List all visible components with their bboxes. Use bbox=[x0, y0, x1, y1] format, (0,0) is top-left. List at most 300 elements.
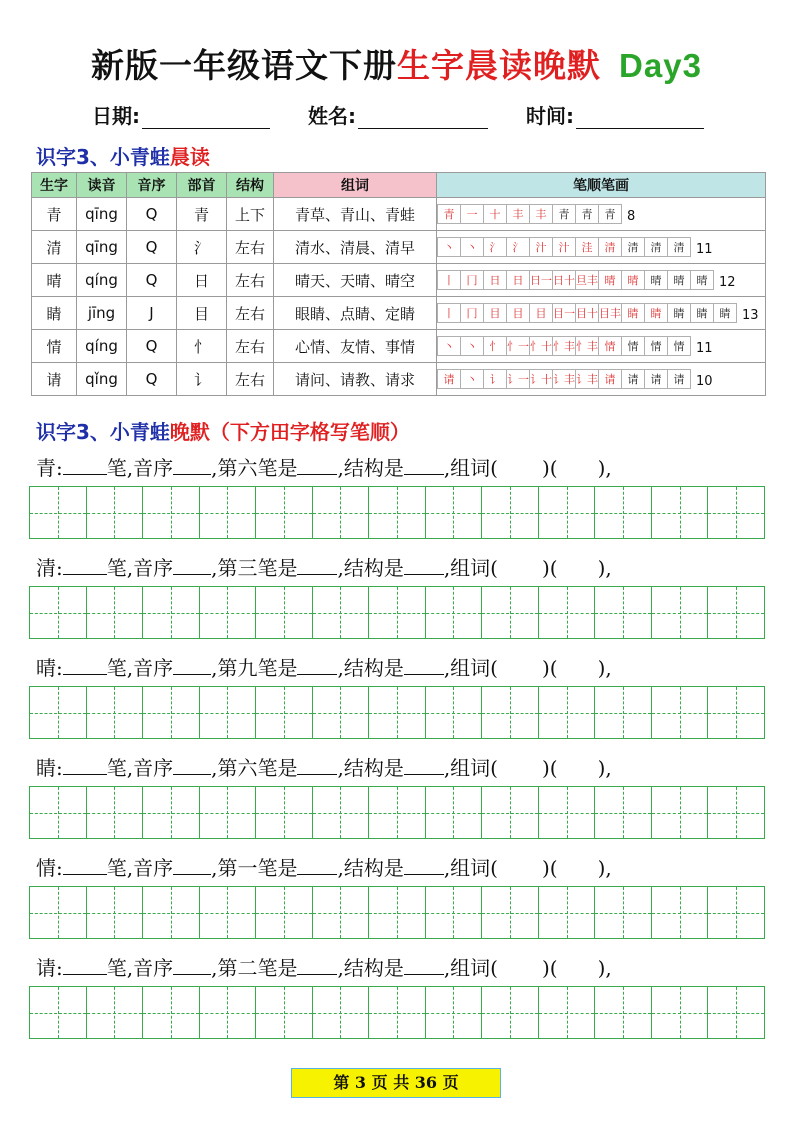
question-line bbox=[36, 552, 612, 581]
stroke-step: 讠 bbox=[483, 369, 507, 389]
stroke-step: 汁 bbox=[552, 237, 576, 257]
question-words-end: ), bbox=[597, 956, 612, 980]
stroke-step: 讠丰 bbox=[575, 369, 599, 389]
time-field bbox=[526, 100, 704, 129]
tianzige-cell[interactable] bbox=[200, 587, 257, 638]
date-blank[interactable] bbox=[142, 106, 270, 129]
tianzige-row bbox=[29, 486, 765, 539]
morning-section-title bbox=[36, 141, 210, 170]
tianzige-cell[interactable] bbox=[482, 687, 539, 738]
tianzige-cell[interactable] bbox=[30, 487, 87, 538]
answer-blank[interactable] bbox=[173, 454, 211, 475]
tianzige-cell[interactable] bbox=[143, 587, 200, 638]
tianzige-cell[interactable] bbox=[200, 687, 257, 738]
stroke-step: 忄丰 bbox=[552, 336, 576, 356]
cell-words: 清水、清晨、清早 bbox=[274, 231, 437, 264]
tianzige-cell[interactable] bbox=[369, 487, 426, 538]
stroke-step: 青 bbox=[598, 204, 622, 224]
question-colon: : bbox=[56, 956, 63, 980]
question-colon: : bbox=[56, 556, 63, 580]
answer-blank[interactable] bbox=[173, 554, 211, 575]
tianzige-cell[interactable] bbox=[30, 587, 87, 638]
stroke-count: 8 bbox=[627, 209, 636, 224]
tianzige-cell[interactable] bbox=[313, 687, 370, 738]
answer-blank[interactable] bbox=[173, 754, 211, 775]
stroke-step: 讠一 bbox=[506, 369, 530, 389]
tianzige-cell[interactable] bbox=[87, 987, 144, 1038]
tianzige-cell[interactable] bbox=[87, 787, 144, 838]
tianzige-cell[interactable] bbox=[708, 587, 764, 638]
tianzige-cell[interactable] bbox=[595, 587, 652, 638]
tianzige-cell[interactable] bbox=[426, 987, 483, 1038]
answer-blank[interactable] bbox=[297, 754, 337, 775]
cell-pinyin: qīng bbox=[77, 198, 127, 231]
stroke-step: 情 bbox=[667, 336, 691, 356]
answer-blank[interactable] bbox=[63, 954, 107, 975]
stroke-count: 11 bbox=[696, 242, 713, 257]
cell-pinyin: jīng bbox=[77, 297, 127, 330]
question-colon: : bbox=[56, 456, 63, 480]
stroke-step: 青 bbox=[552, 204, 576, 224]
punctuation: , bbox=[211, 656, 218, 680]
stroke-step: 一 bbox=[460, 204, 484, 224]
question-line bbox=[36, 452, 612, 481]
tianzige-cell[interactable] bbox=[426, 487, 483, 538]
cell-words: 心情、友情、事情 bbox=[274, 330, 437, 363]
tianzige-cell[interactable] bbox=[652, 687, 709, 738]
question-structure-label: ,结构是 bbox=[337, 856, 404, 880]
question-strokes-label: 笔,音序 bbox=[106, 856, 174, 880]
table-row bbox=[32, 363, 766, 396]
stroke-step: 丶 bbox=[460, 237, 484, 257]
question-structure-label: ,结构是 bbox=[337, 656, 404, 680]
cell-radical: 忄 bbox=[177, 330, 227, 363]
cell-stroke-order bbox=[437, 330, 766, 363]
tianzige-cell[interactable] bbox=[652, 487, 709, 538]
question-words-mid: )( bbox=[542, 956, 558, 980]
stroke-step: 请 bbox=[667, 369, 691, 389]
stroke-step: 情 bbox=[621, 336, 645, 356]
tianzige-cell[interactable] bbox=[87, 487, 144, 538]
tianzige-cell[interactable] bbox=[143, 987, 200, 1038]
stroke-step: 目 bbox=[483, 303, 507, 323]
cell-pinyin: qíng bbox=[77, 264, 127, 297]
stroke-step: 忄一 bbox=[506, 336, 530, 356]
evening-title-mode: 晚默（下方田字格写笔顺） bbox=[169, 420, 410, 444]
stroke-step: 氵 bbox=[506, 237, 530, 257]
tianzige-cell[interactable] bbox=[708, 487, 764, 538]
cell-structure: 上下 bbox=[227, 198, 274, 231]
stroke-step: 丰 bbox=[529, 204, 553, 224]
table-row bbox=[32, 330, 766, 363]
stroke-step: 日 bbox=[506, 270, 530, 290]
question-nth-label: 第一笔是 bbox=[217, 856, 298, 880]
cell-stroke-order bbox=[437, 231, 766, 264]
name-field bbox=[308, 100, 488, 129]
stroke-step: 丨 bbox=[437, 270, 461, 290]
page-title bbox=[0, 40, 793, 87]
punctuation: , bbox=[211, 956, 218, 980]
stroke-step: 汁 bbox=[529, 237, 553, 257]
answer-blank[interactable] bbox=[173, 954, 211, 975]
tianzige-cell[interactable] bbox=[539, 787, 596, 838]
stroke-step: 日 bbox=[483, 270, 507, 290]
tianzige-cell[interactable] bbox=[256, 587, 313, 638]
tianzige-cell[interactable] bbox=[708, 787, 764, 838]
stroke-step: 青 bbox=[575, 204, 599, 224]
stroke-step: 晴 bbox=[690, 270, 714, 290]
question-words-mid: )( bbox=[542, 456, 558, 480]
answer-blank[interactable] bbox=[297, 554, 337, 575]
cell-pinyin: qǐng bbox=[77, 363, 127, 396]
question-strokes-label: 笔,音序 bbox=[106, 656, 174, 680]
tianzige-cell[interactable] bbox=[369, 787, 426, 838]
tianzige-cell[interactable] bbox=[539, 487, 596, 538]
stroke-step: 旦丰 bbox=[575, 270, 599, 290]
answer-blank[interactable] bbox=[173, 654, 211, 675]
cell-radical: 氵 bbox=[177, 231, 227, 264]
cell-radical: 青 bbox=[177, 198, 227, 231]
cell-structure: 左右 bbox=[227, 231, 274, 264]
tianzige-cell[interactable] bbox=[482, 587, 539, 638]
tianzige-cell[interactable] bbox=[595, 687, 652, 738]
name-blank[interactable] bbox=[358, 106, 488, 129]
tianzige-cell[interactable] bbox=[256, 987, 313, 1038]
answer-blank[interactable] bbox=[404, 454, 444, 475]
tianzige-cell[interactable] bbox=[482, 887, 539, 938]
tianzige-row bbox=[29, 886, 765, 939]
question-structure-label: ,结构是 bbox=[337, 756, 404, 780]
question-nth-label: 第三笔是 bbox=[217, 556, 298, 580]
question-nth-label: 第二笔是 bbox=[217, 956, 298, 980]
tianzige-cell[interactable] bbox=[313, 587, 370, 638]
stroke-step: 清 bbox=[644, 237, 668, 257]
question-strokes-label: 笔,音序 bbox=[106, 956, 174, 980]
morning-title-mode: 晨读 bbox=[169, 145, 210, 169]
punctuation: , bbox=[211, 756, 218, 780]
question-words-label: ,组词( bbox=[443, 856, 498, 880]
question-strokes-label: 笔,音序 bbox=[106, 456, 174, 480]
tianzige-cell[interactable] bbox=[426, 887, 483, 938]
tianzige-cell[interactable] bbox=[369, 987, 426, 1038]
question-words-mid: )( bbox=[542, 856, 558, 880]
question-line bbox=[36, 952, 612, 981]
question-words-mid: )( bbox=[542, 756, 558, 780]
question-words-end: ), bbox=[597, 456, 612, 480]
tianzige-cell[interactable] bbox=[143, 887, 200, 938]
stroke-step: 请 bbox=[621, 369, 645, 389]
question-colon: : bbox=[56, 856, 63, 880]
morning-title-lesson: 识字3、小青蛙 bbox=[36, 145, 170, 169]
cell-radical: 目 bbox=[177, 297, 227, 330]
answer-blank[interactable] bbox=[63, 654, 107, 675]
cell-stroke-order bbox=[437, 198, 766, 231]
question-char: 晴 bbox=[36, 656, 56, 680]
answer-blank[interactable] bbox=[297, 854, 337, 875]
answer-blank[interactable] bbox=[63, 754, 107, 775]
answer-blank[interactable] bbox=[404, 554, 444, 575]
tianzige-cell[interactable] bbox=[539, 887, 596, 938]
stroke-step: 洼 bbox=[575, 237, 599, 257]
tianzige-cell[interactable] bbox=[595, 487, 652, 538]
character-table bbox=[31, 172, 766, 396]
stroke-step: 丶 bbox=[460, 369, 484, 389]
tianzige-cell[interactable] bbox=[708, 687, 764, 738]
tianzige-cell[interactable] bbox=[539, 587, 596, 638]
stroke-step: 情 bbox=[598, 336, 622, 356]
answer-blank[interactable] bbox=[404, 954, 444, 975]
cell-stroke-order bbox=[437, 363, 766, 396]
cell-char: 晴 bbox=[32, 264, 77, 297]
answer-blank[interactable] bbox=[63, 454, 107, 475]
tianzige-row bbox=[29, 686, 765, 739]
time-label: 时间: bbox=[526, 104, 574, 128]
question-char: 睛 bbox=[36, 756, 56, 780]
table-row bbox=[32, 264, 766, 297]
tianzige-cell[interactable] bbox=[87, 587, 144, 638]
tianzige-cell[interactable] bbox=[426, 587, 483, 638]
cell-char: 请 bbox=[32, 363, 77, 396]
stroke-step: 日一 bbox=[529, 270, 553, 290]
stroke-step: 讠丰 bbox=[552, 369, 576, 389]
stroke-step: 丶 bbox=[460, 336, 484, 356]
cell-words: 请问、请教、请求 bbox=[274, 363, 437, 396]
question-colon: : bbox=[56, 756, 63, 780]
stroke-step: 请 bbox=[644, 369, 668, 389]
question-words-label: ,组词( bbox=[443, 956, 498, 980]
title-main: 新版一年级语文下册 bbox=[91, 46, 398, 85]
answer-blank[interactable] bbox=[297, 454, 337, 475]
cell-char: 情 bbox=[32, 330, 77, 363]
stroke-step: 丶 bbox=[437, 237, 461, 257]
question-char: 青 bbox=[36, 456, 56, 480]
tianzige-cell[interactable] bbox=[652, 587, 709, 638]
answer-blank[interactable] bbox=[297, 654, 337, 675]
question-char: 清 bbox=[36, 556, 56, 580]
tianzige-cell[interactable] bbox=[369, 687, 426, 738]
name-label: 姓名: bbox=[308, 104, 356, 128]
question-nth-label: 第六笔是 bbox=[217, 756, 298, 780]
answer-blank[interactable] bbox=[404, 854, 444, 875]
tianzige-cell[interactable] bbox=[482, 787, 539, 838]
tianzige-cell[interactable] bbox=[87, 887, 144, 938]
evening-section-title bbox=[36, 416, 410, 445]
stroke-step: 晴 bbox=[644, 270, 668, 290]
cell-stroke-order bbox=[437, 264, 766, 297]
tianzige-cell[interactable] bbox=[30, 887, 87, 938]
tianzige-row bbox=[29, 786, 765, 839]
question-strokes-label: 笔,音序 bbox=[106, 756, 174, 780]
punctuation: , bbox=[211, 556, 218, 580]
stroke-step: 目十 bbox=[575, 303, 599, 323]
stroke-step: 睛 bbox=[713, 303, 737, 323]
stroke-step: 清 bbox=[598, 237, 622, 257]
header-structure: 结构 bbox=[227, 173, 274, 198]
stroke-step: 睛 bbox=[690, 303, 714, 323]
tianzige-cell[interactable] bbox=[30, 987, 87, 1038]
tianzige-cell[interactable] bbox=[256, 687, 313, 738]
cell-order: J bbox=[127, 297, 177, 330]
tianzige-cell[interactable] bbox=[426, 787, 483, 838]
tianzige-cell[interactable] bbox=[652, 787, 709, 838]
answer-blank[interactable] bbox=[63, 854, 107, 875]
stroke-step: 日十 bbox=[552, 270, 576, 290]
stroke-step: 讠十 bbox=[529, 369, 553, 389]
stroke-step: 目一 bbox=[552, 303, 576, 323]
stroke-count: 10 bbox=[696, 374, 713, 389]
stroke-step: 睛 bbox=[621, 303, 645, 323]
stroke-step: 清 bbox=[667, 237, 691, 257]
cell-char: 睛 bbox=[32, 297, 77, 330]
cell-radical: 日 bbox=[177, 264, 227, 297]
tianzige-cell[interactable] bbox=[708, 987, 764, 1038]
tianzige-cell[interactable] bbox=[30, 687, 87, 738]
answer-blank[interactable] bbox=[404, 654, 444, 675]
tianzige-cell[interactable] bbox=[313, 787, 370, 838]
cell-words: 青草、青山、青蛙 bbox=[274, 198, 437, 231]
tianzige-cell[interactable] bbox=[256, 487, 313, 538]
answer-blank[interactable] bbox=[63, 554, 107, 575]
tianzige-cell[interactable] bbox=[652, 887, 709, 938]
tianzige-cell[interactable] bbox=[200, 787, 257, 838]
tianzige-cell[interactable] bbox=[595, 887, 652, 938]
cell-order: Q bbox=[127, 363, 177, 396]
tianzige-cell[interactable] bbox=[200, 887, 257, 938]
tianzige-cell[interactable] bbox=[595, 787, 652, 838]
cell-radical: 讠 bbox=[177, 363, 227, 396]
stroke-step: 冂 bbox=[460, 270, 484, 290]
tianzige-cell[interactable] bbox=[708, 887, 764, 938]
tianzige-cell[interactable] bbox=[313, 987, 370, 1038]
cell-order: Q bbox=[127, 330, 177, 363]
stroke-step: 请 bbox=[437, 369, 461, 389]
question-line bbox=[36, 852, 612, 881]
cell-structure: 左右 bbox=[227, 297, 274, 330]
tianzige-cell[interactable] bbox=[30, 787, 87, 838]
tianzige-cell[interactable] bbox=[482, 987, 539, 1038]
cell-words: 眼睛、点睛、定睛 bbox=[274, 297, 437, 330]
stroke-count: 13 bbox=[742, 308, 759, 323]
header-strokes: 笔顺笔画 bbox=[437, 173, 766, 198]
table-row bbox=[32, 198, 766, 231]
stroke-step: 丨 bbox=[437, 303, 461, 323]
question-words-end: ), bbox=[597, 556, 612, 580]
cell-char: 青 bbox=[32, 198, 77, 231]
stroke-step: 睛 bbox=[667, 303, 691, 323]
header-pinyin: 读音 bbox=[77, 173, 127, 198]
question-colon: : bbox=[56, 656, 63, 680]
stroke-step: 目 bbox=[529, 303, 553, 323]
cell-pinyin: qīng bbox=[77, 231, 127, 264]
tianzige-cell[interactable] bbox=[482, 487, 539, 538]
stroke-step: 青 bbox=[437, 204, 461, 224]
tianzige-cell[interactable] bbox=[87, 687, 144, 738]
tianzige-cell[interactable] bbox=[313, 487, 370, 538]
punctuation: , bbox=[211, 456, 218, 480]
cell-structure: 左右 bbox=[227, 264, 274, 297]
tianzige-cell[interactable] bbox=[539, 687, 596, 738]
cell-words: 晴天、天晴、晴空 bbox=[274, 264, 437, 297]
question-nth-label: 第九笔是 bbox=[217, 656, 298, 680]
cell-order: Q bbox=[127, 198, 177, 231]
cell-order: Q bbox=[127, 231, 177, 264]
question-strokes-label: 笔,音序 bbox=[106, 556, 174, 580]
stroke-step: 十 bbox=[483, 204, 507, 224]
cell-pinyin: qíng bbox=[77, 330, 127, 363]
time-blank[interactable] bbox=[576, 106, 704, 129]
header-order: 音序 bbox=[127, 173, 177, 198]
tianzige-cell[interactable] bbox=[652, 987, 709, 1038]
tianzige-cell[interactable] bbox=[143, 787, 200, 838]
title-day: Day3 bbox=[619, 47, 702, 84]
header-radical: 部首 bbox=[177, 173, 227, 198]
table-row bbox=[32, 297, 766, 330]
tianzige-cell[interactable] bbox=[369, 587, 426, 638]
question-words-end: ), bbox=[597, 756, 612, 780]
stroke-step: 情 bbox=[644, 336, 668, 356]
tianzige-row bbox=[29, 586, 765, 639]
stroke-step: 晴 bbox=[621, 270, 645, 290]
tianzige-cell[interactable] bbox=[143, 487, 200, 538]
stroke-step: 冂 bbox=[460, 303, 484, 323]
tianzige-cell[interactable] bbox=[256, 887, 313, 938]
info-row bbox=[0, 100, 793, 130]
stroke-step: 晴 bbox=[598, 270, 622, 290]
question-words-end: ), bbox=[597, 856, 612, 880]
cell-structure: 左右 bbox=[227, 363, 274, 396]
tianzige-cell[interactable] bbox=[539, 987, 596, 1038]
tianzige-cell[interactable] bbox=[143, 687, 200, 738]
question-structure-label: ,结构是 bbox=[337, 556, 404, 580]
question-char: 请 bbox=[36, 956, 56, 980]
question-words-mid: )( bbox=[542, 556, 558, 580]
stroke-step: 晴 bbox=[667, 270, 691, 290]
header-words: 组词 bbox=[274, 173, 437, 198]
punctuation: , bbox=[211, 856, 218, 880]
tianzige-cell[interactable] bbox=[369, 887, 426, 938]
date-field bbox=[92, 100, 270, 129]
question-nth-label: 第六笔是 bbox=[217, 456, 298, 480]
stroke-step: 忄丰 bbox=[575, 336, 599, 356]
stroke-step: 丶 bbox=[437, 336, 461, 356]
tianzige-cell[interactable] bbox=[200, 987, 257, 1038]
tianzige-cell[interactable] bbox=[200, 487, 257, 538]
tianzige-cell[interactable] bbox=[595, 987, 652, 1038]
cell-order: Q bbox=[127, 264, 177, 297]
title-highlight: 生字晨读晚默 bbox=[397, 46, 602, 85]
answer-blank[interactable] bbox=[173, 854, 211, 875]
stroke-step: 目丰 bbox=[598, 303, 622, 323]
cell-stroke-order bbox=[437, 297, 766, 330]
question-words-label: ,组词( bbox=[443, 456, 498, 480]
answer-blank[interactable] bbox=[297, 954, 337, 975]
question-words-mid: )( bbox=[542, 656, 558, 680]
stroke-step: 忄 bbox=[483, 336, 507, 356]
evening-title-lesson: 识字3、小青蛙 bbox=[36, 420, 170, 444]
question-line bbox=[36, 752, 612, 781]
answer-blank[interactable] bbox=[404, 754, 444, 775]
stroke-count: 12 bbox=[719, 275, 736, 290]
stroke-step: 睛 bbox=[644, 303, 668, 323]
stroke-step: 请 bbox=[598, 369, 622, 389]
question-words-label: ,组词( bbox=[443, 656, 498, 680]
tianzige-cell[interactable] bbox=[426, 687, 483, 738]
date-label: 日期: bbox=[92, 104, 140, 128]
tianzige-cell[interactable] bbox=[256, 787, 313, 838]
stroke-step: 氵 bbox=[483, 237, 507, 257]
stroke-count: 11 bbox=[696, 341, 713, 356]
tianzige-cell[interactable] bbox=[313, 887, 370, 938]
